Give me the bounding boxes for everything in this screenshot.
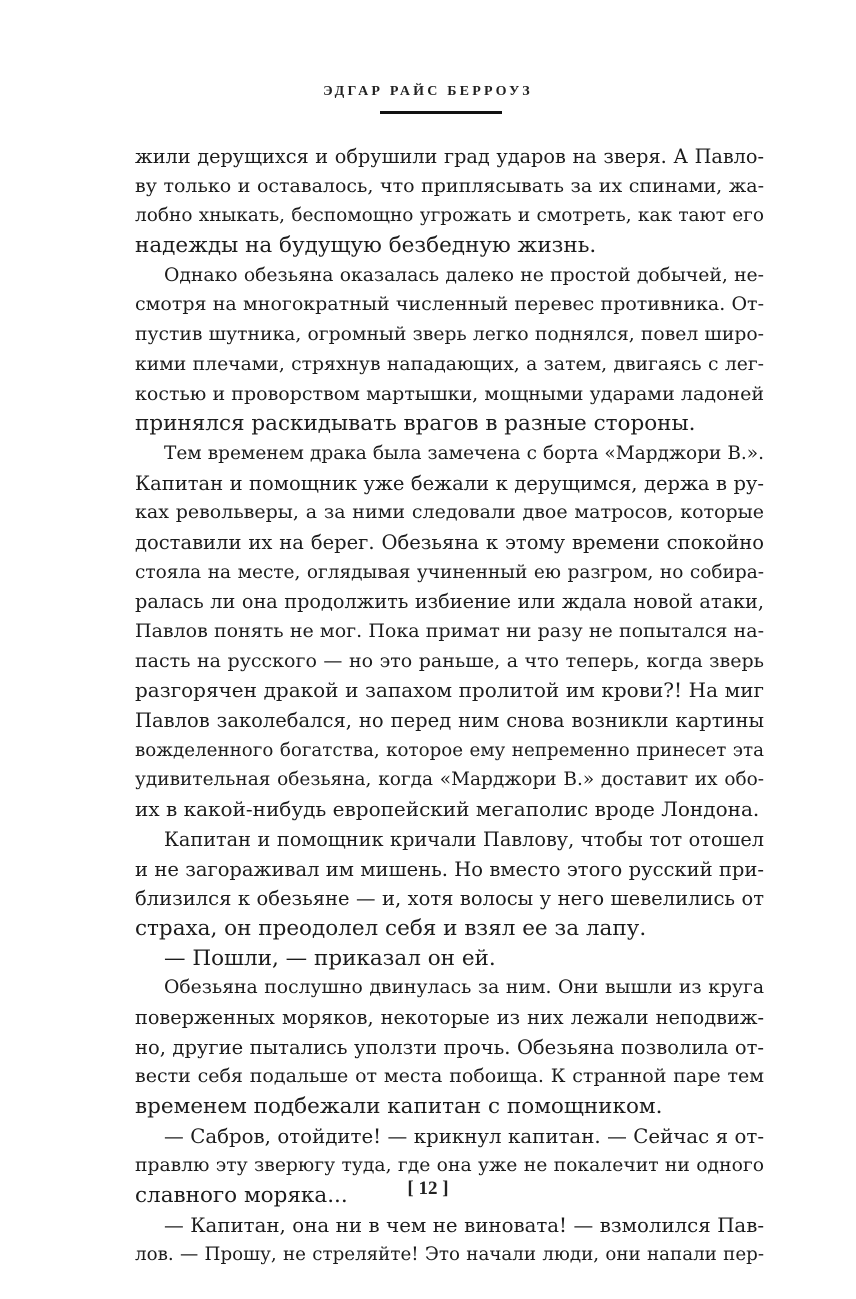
running-head-rule xyxy=(380,111,502,114)
text-line: — Пошли, — приказал он ей. xyxy=(164,945,496,971)
text-line: пасть на русского — но это раньше, а что теперь, когда зверь xyxy=(135,649,764,672)
text-line: разгорячен дракой и запахом пролитой им крови?! На миг xyxy=(135,678,764,703)
text-line: их в какой-нибудь европейский мегаполис вроде Лондона. xyxy=(135,797,760,822)
text-line: славного моряка... xyxy=(135,1183,348,1209)
text-line: страха, он преодолел себя и взял ее за лапу. xyxy=(135,915,647,941)
text-line: принялся раскидывать врагов в разные стороны. xyxy=(135,411,696,437)
text-line: вожделенного богатства, которое ему непременно принесет эта xyxy=(135,739,764,761)
text-line: Капитан и помощник уже бежали к дерущимся, держа в ру- xyxy=(135,471,764,495)
text-line: доставили их на берег. Обезьяна к этому времени спокойно xyxy=(135,530,764,554)
text-line: но, другие пытались уползти прочь. Обезьяна позволила от- xyxy=(135,1035,764,1059)
text-line: и не загораживал им мишень. Но вместо этого русский при- xyxy=(135,857,764,881)
text-line: жили дерущихся и обрушили град ударов на зверя. А Павло- xyxy=(135,145,764,168)
text-line: надежды на будущую безбедную жизнь. xyxy=(135,233,597,259)
running-head: ЭДГАР РАЙС БЕРРОУЗ xyxy=(323,84,533,99)
text-line: смотря на многократный численный перевес противника. От- xyxy=(135,293,764,316)
text-line: лов. — Прошу, не стреляйте! Это начали люди, они напали пер- xyxy=(135,1244,764,1266)
text-line: удивительная обезьяна, когда «Марджори В.» доставит их обо- xyxy=(135,769,764,791)
text-line: Павлов понять не мог. Пока примат ни разу не попытался на- xyxy=(135,620,764,642)
text-line: Обезьяна послушно двинулась за ним. Они вышли из круга xyxy=(164,977,764,999)
text-line: вести себя подальше от места побоища. К странной паре тем xyxy=(135,1065,764,1088)
text-line: стояла на месте, оглядывая учиненный ею разгром, но собира- xyxy=(135,561,764,583)
text-line: ках револьверы, а за ними следовали двое матросов, которые xyxy=(135,501,764,524)
text-line: ралась ли она продолжить избиение или ждала новой атаки, xyxy=(135,590,764,614)
page-number: [ 12 ] xyxy=(407,1178,449,1199)
text-line: пустив шутника, огромный зверь легко поднялся, повел широ- xyxy=(135,324,764,346)
text-line: — Капитан, она ни в чем не виновата! — взмолился Пав- xyxy=(164,1213,764,1237)
text-line: ву только и оставалось, что приплясывать за их спинами, жа- xyxy=(135,174,764,197)
text-line: близился к обезьяне — и, хотя волосы у него шевелились от xyxy=(135,887,764,911)
text-line: Однако обезьяна оказалась далеко не простой добычей, не- xyxy=(164,264,764,286)
text-line: Капитан и помощник кричали Павлову, чтобы тот отошел xyxy=(164,827,764,851)
text-line: временем подбежали капитан с помощником. xyxy=(135,1094,663,1119)
text-line: кими плечами, стряхнув нападающих, а затем, двигаясь с лег- xyxy=(135,353,764,375)
text-line: Павлов заколебался, но перед ним снова возникли картины xyxy=(135,709,764,733)
text-line: поверженных моряков, некоторые из них лежали неподвиж- xyxy=(135,1005,764,1029)
text-line: лобно хныкать, беспомощно угрожать и смотреть, как тают его xyxy=(135,205,764,227)
text-line: правлю эту зверюгу туда, где она уже не покалечит ни одного xyxy=(135,1155,764,1177)
body-text xyxy=(135,142,764,1270)
text-line: костью и проворством мартышки, мощными ударами ладоней xyxy=(135,382,764,405)
text-line: — Сабров, отойдите! — крикнул капитан. — Сейчас я от- xyxy=(164,1124,764,1148)
text-line: Тем временем драка была замечена с борта «Марджори В.». xyxy=(164,442,764,464)
